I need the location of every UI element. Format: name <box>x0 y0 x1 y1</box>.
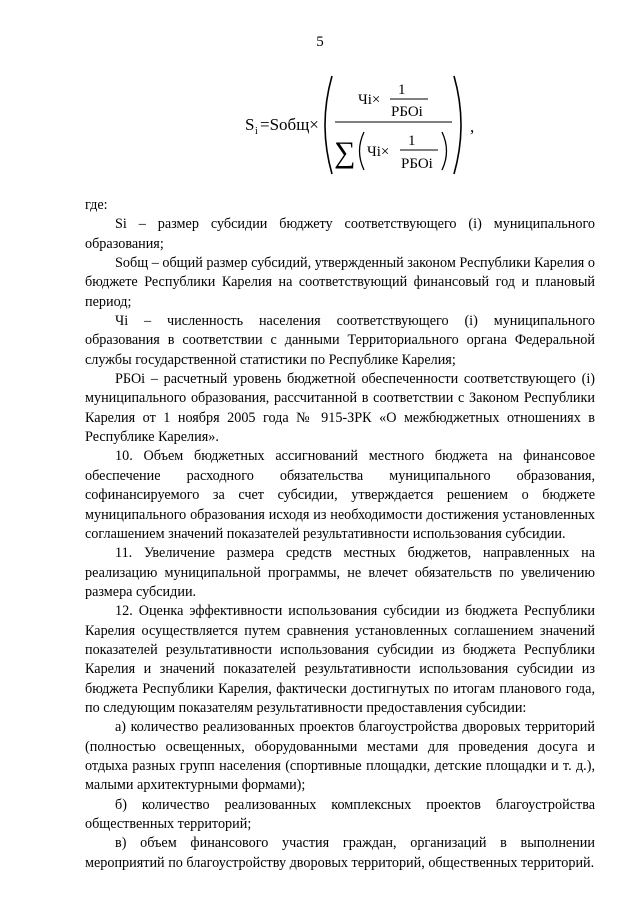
paragraph-item-10: 10. Объем бюджетных ассигнований местного бюджета на финансовое обеспечение расходного обязательства муниципального образования, софинансируемого за счет субсидии, утверждается решением о бюджете муниципального образования исходя из необходимости достижения установленных соглашением значений показателей результативности использования субсидии. <box>85 448 595 542</box>
paragraph-si-definition: Si – размер субсидии бюджету соответствующего (i) муниципального образования; <box>85 216 595 252</box>
denominator-right-paren <box>442 132 447 170</box>
paragraph-rboi-definition: РБОi – расчетный уровень бюджетной обеспеченности соответствующего (i) муниципального образования, рассчитанной в соответствии с Законом Республики Карелия от 1 ноября 2005 года № 915-ЗРК «О межбюджетных отношениях в Республике Карелия». <box>85 371 595 446</box>
denominator-chi: Чi× <box>367 144 390 160</box>
numerator-chi: Чi× <box>358 92 381 108</box>
formula-equals-sobsh: =Sобщ× <box>260 115 319 134</box>
paragraph-chi-definition: Чi – численность населения соответствующего (i) муниципального образования в соответствии с данными Территориального органа Федеральной службы государственной статистики по Республике Карелия; <box>85 313 595 368</box>
formula-lhs: S <box>245 115 255 134</box>
paragraph-item-11: 11. Увеличение размера средств местных бюджетов, направленных на реализацию муниципальной программы, не влечет обязательств по увеличению размера субсидии. <box>85 545 595 600</box>
paragraph-item-12: 12. Оценка эффективности использования субсидии из бюджета Республики Карелия осуществляется путем сравнения установленных соглашением значений показателей результативности использования субсидии из бюджета Республики Карелия и значений показателей результативности использования субсидии из бюджета Республики Карелия, фактически достигнутых по итогам планового года, по следующим показателям результативности предоставления субсидии: <box>85 603 595 716</box>
denominator-rbo: РБОi <box>401 156 433 172</box>
sigma-symbol: ∑ <box>334 136 356 169</box>
paragraph-item-v: в) объем финансового участия граждан, организаций в выполнении мероприятий по благоустройству дворовых территорий, общественных территорий. <box>85 835 595 871</box>
body-text <box>85 196 595 873</box>
numerator-rbo: РБОi <box>391 104 423 120</box>
paragraph-item-b: б) количество реализованных комплексных проектов благоустройства общественных территорий; <box>85 796 595 832</box>
paragraph-sobsh-definition: Sобщ – общий размер субсидий, утвержденный законом Республики Карелия о бюджете Республики Карелия на соответствующий финансовый год и плановый период; <box>85 255 595 310</box>
denominator-one: 1 <box>408 133 416 149</box>
subsidy-formula <box>240 72 580 178</box>
page-number: 5 <box>316 34 324 50</box>
paragraph-where: где: <box>85 197 108 213</box>
big-left-paren <box>325 76 332 174</box>
numerator-one: 1 <box>398 82 406 98</box>
denominator-left-paren <box>360 132 365 170</box>
formula-comma: , <box>470 117 475 136</box>
paragraph-item-a: а) количество реализованных проектов благоустройства дворовых территорий (полностью освещенных, оборудованными местами для проведения досуга и отдыха разных групп населения (спортивные площадки, детские площадки и т. д.), малыми архитектурными формами); <box>85 719 595 794</box>
formula-lhs-subscript: i <box>255 126 258 137</box>
big-right-paren <box>454 76 461 174</box>
